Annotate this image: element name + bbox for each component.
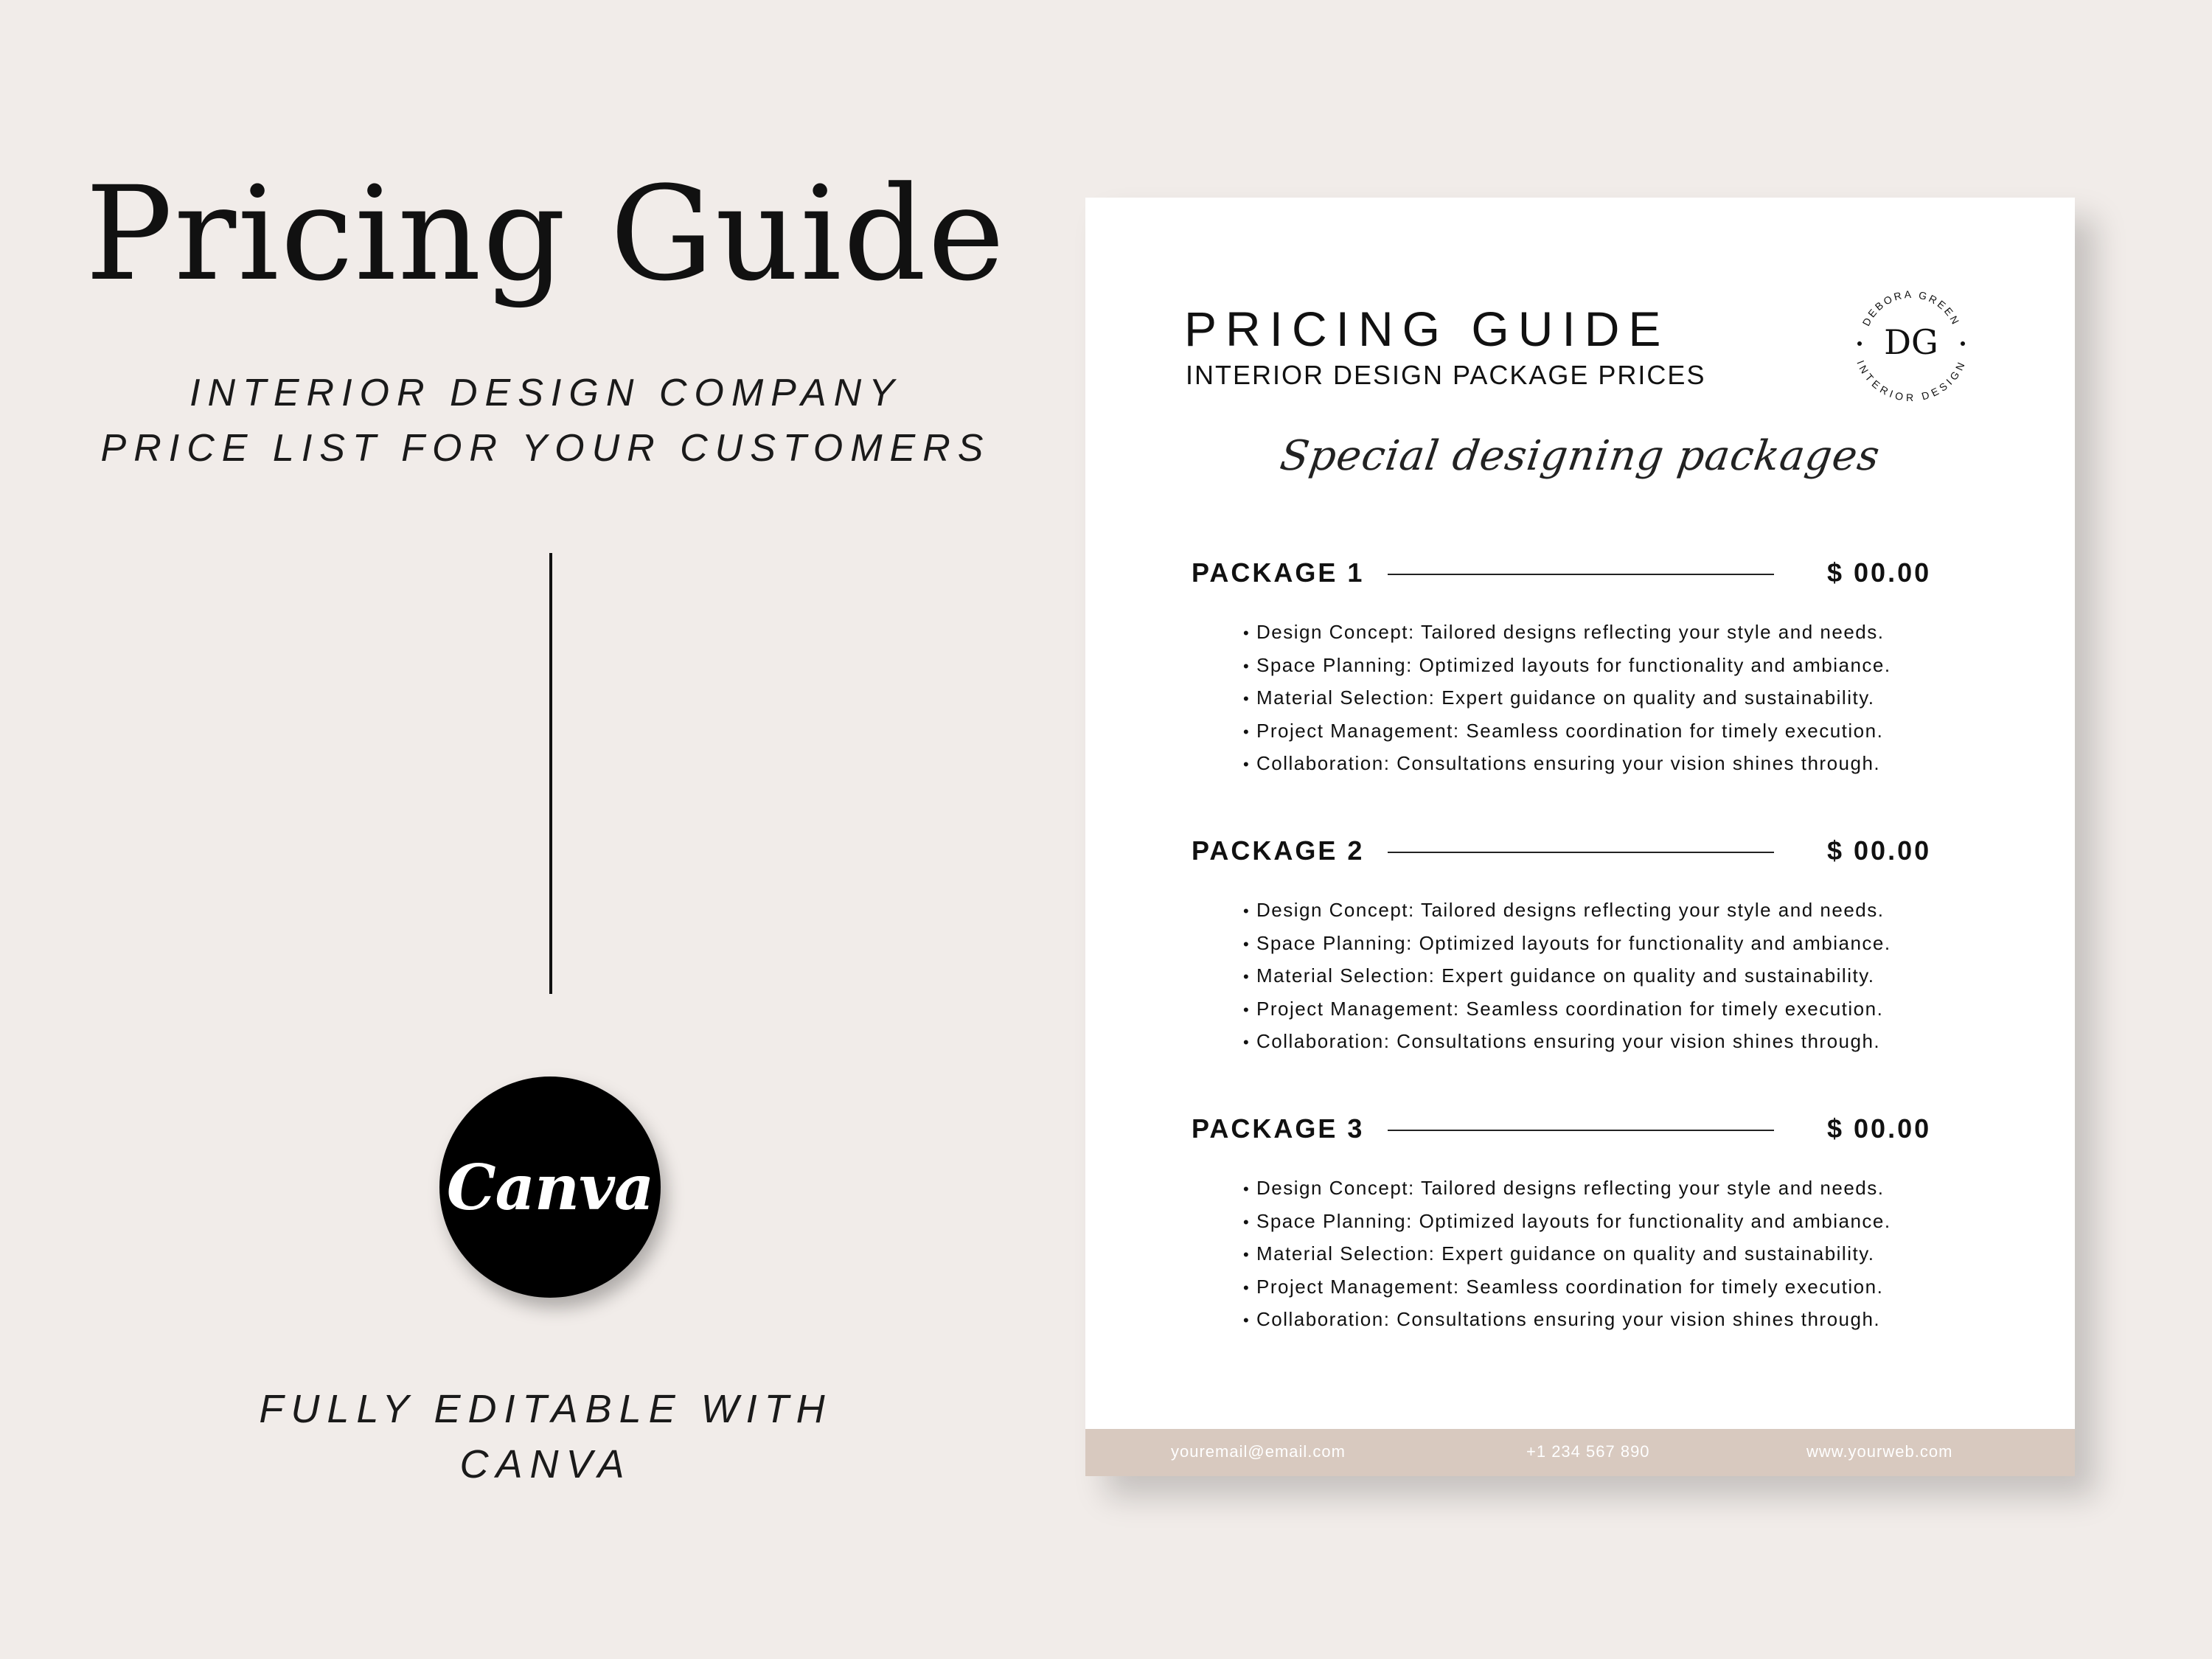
brand-seal-logo (1845, 277, 1978, 410)
script-heading: Special designing packages (1277, 432, 1883, 480)
canva-logo-text: Canva (446, 1150, 654, 1224)
package-feature-list (1256, 1172, 1891, 1337)
package-name: PACKAGE 2 (1192, 835, 1365, 866)
package-section (1085, 557, 2075, 801)
feature-item: • Design Concept: Tailored designs reflecting your style and needs. (1256, 1172, 1891, 1206)
package-feature-list (1256, 616, 1891, 781)
feature-item: • Design Concept: Tailored designs reflecting your style and needs. (1256, 616, 1891, 650)
promo-footer-line1: FULLY EDITABLE WITH (259, 1387, 832, 1431)
feature-item: • Space Planning: Optimized layouts for functionality and ambiance. (1256, 1206, 1891, 1239)
feature-item: • Space Planning: Optimized layouts for functionality and ambiance. (1256, 928, 1891, 961)
document-subtitle: INTERIOR DESIGN PACKAGE PRICES (1186, 360, 1706, 390)
seal-monogram: DG (1884, 322, 1938, 362)
promo-title: Pricing Guide (85, 159, 1006, 310)
canva-logo-badge (439, 1077, 661, 1298)
pricing-sheet (1085, 198, 2075, 1476)
feature-item: • Material Selection: Expert guidance on quality and sustainability. (1256, 960, 1891, 993)
svg-text:INTERIOR DESIGN (1854, 358, 1967, 403)
package-leader-line (1388, 1130, 1774, 1131)
package-price: $ 00.00 (1827, 1113, 1932, 1144)
contact-footer-bar (1085, 1429, 2075, 1476)
package-name: PACKAGE 1 (1192, 557, 1365, 588)
feature-item: • Collaboration: Consultations ensuring your vision shines through. (1256, 1026, 1891, 1059)
feature-item: • Project Management: Seamless coordination for timely execution. (1256, 1271, 1891, 1304)
promo-subtitle-line1: INTERIOR DESIGN COMPANY (189, 372, 902, 414)
package-leader-line (1388, 574, 1774, 575)
feature-item: • Project Management: Seamless coordination for timely execution. (1256, 993, 1891, 1026)
document-title: PRICING GUIDE (1184, 302, 1670, 356)
package-name: PACKAGE 3 (1192, 1113, 1365, 1144)
feature-item: • Project Management: Seamless coordination for timely execution. (1256, 715, 1891, 748)
feature-item: • Collaboration: Consultations ensuring your vision shines through. (1256, 1304, 1891, 1337)
package-leader-line (1388, 852, 1774, 853)
seal-bottom-text: INTERIOR DESIGN (1854, 358, 1968, 404)
promo-subtitle-line2: PRICE LIST FOR YOUR CUSTOMERS (100, 427, 991, 470)
footer-phone: +1 234 567 890 (1526, 1442, 1650, 1461)
package-section (1085, 1113, 2075, 1357)
package-price: $ 00.00 (1827, 835, 1932, 866)
package-price: $ 00.00 (1827, 557, 1932, 588)
feature-item: • Material Selection: Expert guidance on quality and sustainability. (1256, 682, 1891, 715)
footer-website: www.yourweb.com (1806, 1442, 1953, 1461)
feature-item: • Collaboration: Consultations ensuring your vision shines through. (1256, 748, 1891, 781)
promo-footer-line2: CANVA (459, 1442, 632, 1486)
package-feature-list (1256, 894, 1891, 1059)
feature-item: • Material Selection: Expert guidance on quality and sustainability. (1256, 1238, 1891, 1271)
vertical-divider (549, 553, 552, 994)
footer-email: youremail@email.com (1171, 1442, 1346, 1461)
feature-item: • Design Concept: Tailored designs reflecting your style and needs. (1256, 894, 1891, 928)
feature-item: • Space Planning: Optimized layouts for functionality and ambiance. (1256, 650, 1891, 683)
package-section (1085, 835, 2075, 1079)
seal-top-text: DEBORA GREEN (1860, 288, 1963, 328)
